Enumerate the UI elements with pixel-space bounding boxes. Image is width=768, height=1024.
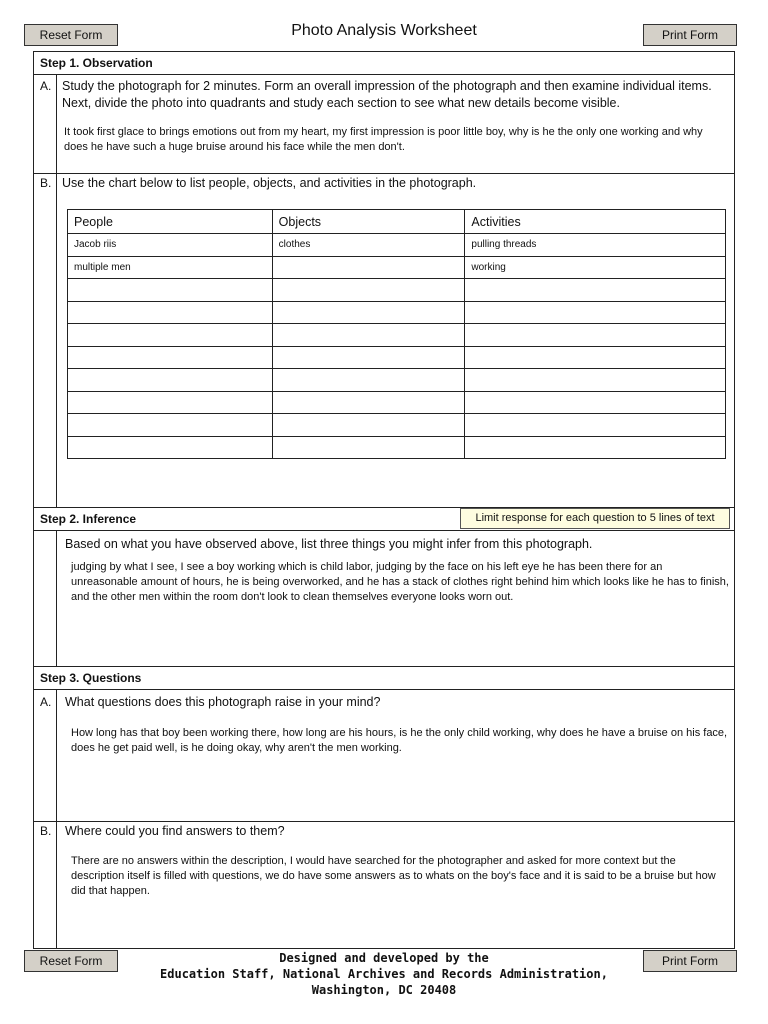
- footer-line-3: Washington, DC 20408: [311, 983, 457, 997]
- chart-cell-activities[interactable]: [465, 391, 726, 414]
- table-row: [68, 369, 726, 392]
- chart-cell-activities[interactable]: [465, 279, 726, 302]
- chart-cell-objects[interactable]: [272, 436, 465, 459]
- chart-cell-people[interactable]: Jacob riis: [68, 234, 273, 257]
- limit-note: Limit response for each question to 5 lines of text: [460, 508, 730, 529]
- step1-header: Step 1. Observation: [33, 51, 735, 75]
- table-row: [68, 414, 726, 437]
- page-title: Photo Analysis Worksheet: [291, 22, 477, 39]
- chart-header-people: People: [68, 210, 273, 234]
- reset-form-button-bottom[interactable]: Reset Form: [24, 950, 118, 972]
- chart-cell-objects[interactable]: [272, 414, 465, 437]
- step3-b-letter: B.: [40, 824, 52, 838]
- table-row: [68, 346, 726, 369]
- chart-cell-activities[interactable]: [465, 436, 726, 459]
- step3-row-divider: [33, 821, 735, 822]
- chart-cell-people[interactable]: [68, 346, 273, 369]
- step1-row-divider: [33, 173, 735, 174]
- chart-cell-people[interactable]: [68, 436, 273, 459]
- chart-cell-objects[interactable]: [272, 256, 465, 279]
- step3-header: Step 3. Questions: [33, 666, 735, 690]
- chart-cell-objects[interactable]: [272, 301, 465, 324]
- chart-cell-people[interactable]: [68, 279, 273, 302]
- step2-header: Step 2. Inference: [33, 507, 735, 531]
- chart-cell-objects[interactable]: [272, 324, 465, 347]
- chart-cell-activities[interactable]: [465, 346, 726, 369]
- reset-form-button[interactable]: Reset Form: [24, 24, 118, 46]
- step3-b-prompt: Where could you find answers to them?: [65, 824, 285, 838]
- table-row: [68, 391, 726, 414]
- chart-cell-activities[interactable]: [465, 414, 726, 437]
- step2-divider: [56, 530, 57, 667]
- table-row: [68, 279, 726, 302]
- chart-cell-activities[interactable]: [465, 324, 726, 347]
- chart-cell-activities[interactable]: [465, 301, 726, 324]
- table-row: [68, 436, 726, 459]
- step1-b-prompt: Use the chart below to list people, objects, and activities in the photograph.: [62, 176, 477, 190]
- step3-a-answer-field[interactable]: How long has that boy been working there, how long are his hours, is he the only child working, why does he have a bruise on his face, does he get paid well, is he doing okay, why aren't the men working.: [71, 727, 728, 754]
- table-row: [68, 256, 726, 279]
- chart-cell-objects[interactable]: [272, 346, 465, 369]
- chart-cell-activities[interactable]: [465, 369, 726, 392]
- footer-line-2: Education Staff, National Archives and Records Administration,: [160, 967, 608, 981]
- chart-cell-objects[interactable]: [272, 391, 465, 414]
- chart-cell-objects[interactable]: [272, 369, 465, 392]
- chart-cell-people[interactable]: multiple men: [68, 256, 273, 279]
- step2-prompt: Based on what you have observed above, list three things you might infer from this photograph.: [65, 537, 593, 551]
- chart-cell-people[interactable]: [68, 414, 273, 437]
- chart-header-objects: Objects: [272, 210, 465, 234]
- step1-a-letter: A.: [40, 79, 52, 93]
- step3-a-prompt: What questions does this photograph raise in your mind?: [65, 695, 381, 709]
- table-row: [68, 234, 726, 257]
- step1-a-answer-field[interactable]: It took first glace to brings emotions out from my heart, my first impression is poor little boy, why is he the only one working and why does he have such a huge bruise around his face while the men don't.: [64, 126, 703, 153]
- chart-cell-activities[interactable]: working: [465, 256, 726, 279]
- step2-answer-field[interactable]: judging by what I see, I see a boy working which is child labor, judging by the face on his left eye he has been there for an unreasonable amount of hours, he is being overworked, and he has a stack of clothes right behind him which looks like he has to finish, and the other men within the room don't look to clean themselves everyone looks worn out.: [71, 561, 729, 603]
- step3-b-answer-field[interactable]: There are no answers within the description, I would have searched for the photographer and asked for more context but the description itself is filled with questions, we do have some answers as to whats on the boy's face and it is said to be a bruise but how did that happen.: [71, 855, 716, 897]
- chart-header-activities: Activities: [465, 210, 726, 234]
- step1-b-letter: B.: [40, 176, 52, 190]
- print-form-button[interactable]: Print Form: [643, 24, 737, 46]
- chart-cell-objects[interactable]: [272, 279, 465, 302]
- chart-cell-people[interactable]: [68, 301, 273, 324]
- observation-chart: [67, 209, 726, 459]
- table-row: [68, 324, 726, 347]
- chart-cell-objects[interactable]: clothes: [272, 234, 465, 257]
- chart-cell-people[interactable]: [68, 391, 273, 414]
- chart-cell-people[interactable]: [68, 324, 273, 347]
- chart-cell-people[interactable]: [68, 369, 273, 392]
- step1-divider: [56, 74, 57, 508]
- step3-a-letter: A.: [40, 695, 52, 709]
- step3-divider: [56, 689, 57, 949]
- footer-line-1: Designed and developed by the: [279, 951, 489, 965]
- print-form-button-bottom[interactable]: Print Form: [643, 950, 737, 972]
- table-row: [68, 301, 726, 324]
- chart-cell-activities[interactable]: pulling threads: [465, 234, 726, 257]
- step1-a-prompt: Study the photograph for 2 minutes. Form an overall impression of the photograph and then examine individual items. Next, divide the photo into quadrants and study each section to see what new details become visible.: [62, 79, 712, 110]
